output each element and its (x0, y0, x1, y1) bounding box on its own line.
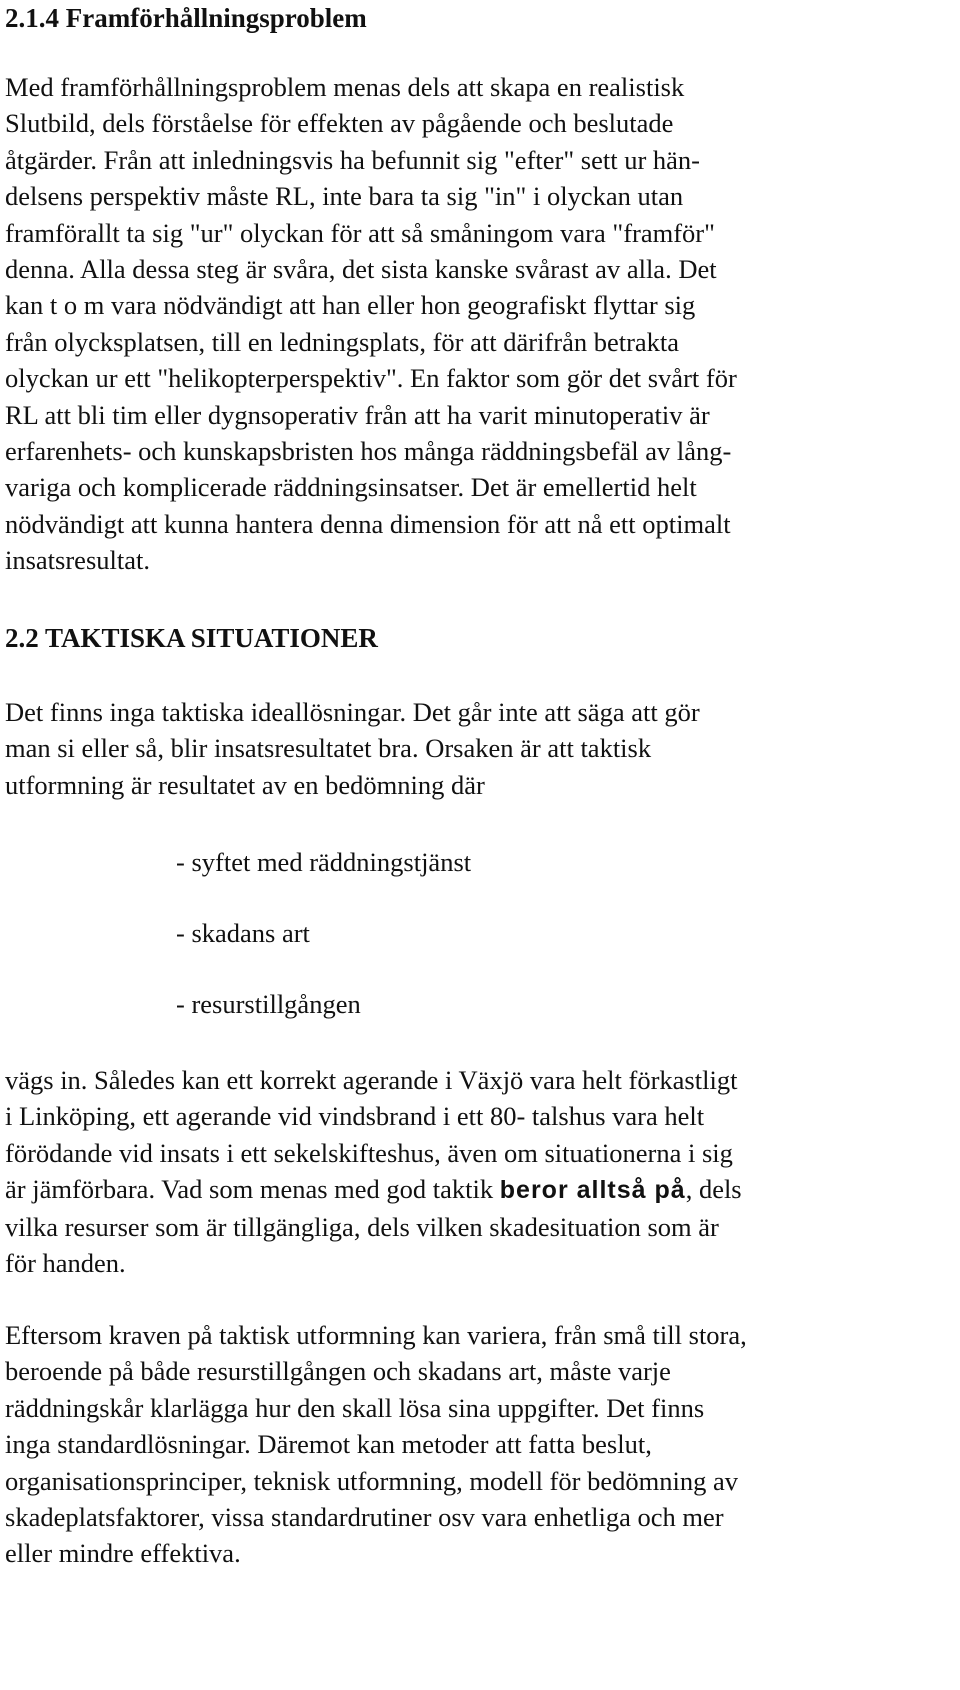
list-item: - syftet med räddningstjänst (176, 847, 472, 877)
bold-phrase: beror alltså på (499, 1176, 686, 1205)
list-item: - resurstillgången (176, 989, 361, 1019)
paragraph-text: vägs in. Således kan ett korrekt agerande i Växjö vara helt förkastligt i Linköping, ett agerande vid vindsbrand i ett 80- talshus vara helt förödande vid insats i ett sekelskifteshus, även om situationerna i sig är jämförbara. Vad som menas med god taktik (5, 1065, 738, 1205)
heading-taktiska-situationer: 2.2 TAKTISKA SITUATIONER (5, 623, 378, 653)
paragraph-text-continued: , dels vilka resurser som är tillgängliga, dels vilken skadesituation som är för handen. (5, 1174, 742, 1279)
paragraph-eftersom: Eftersom kraven på taktisk utformning kan variera, från små till stora, beroende på både resurstillgången och skadans art, måste varje räddningskår klarlägga hur den skall lösa sina uppgifter. Det finns inga standardlösningar. Däremot kan metoder att fatta beslut, organisationsprinciper, teknisk utformning, modell för bedömning av skadeplatsfaktorer, vissa standardrutiner osv vara enhetliga och mer eller mindre effektiva. (5, 1320, 747, 1569)
list-item: - skadans art (176, 918, 310, 948)
paragraph-framforhallning: Med framförhållningsproblem menas dels att skapa en realistisk Slutbild, dels förståelse för effekten av pågående och beslutade åtgärder. Från att inledningsvis ha befunnit sig "efter" sett ur hän- delsens perspektiv måste RL, inte bara ta sig "in" i olyckan utan framförallt ta sig "ur" olyckan för att så småningom vara "framför" denna. Alla dessa steg är svåra, det sista kanske svårast av alla. Det kan t o m vara nödvändigt att han eller hon geografiskt flyttar sig från olycksplatsen, till en ledningsplats, för att därifrån betrakta olyckan ur ett "helikopterperspektiv". En faktor som gör det svårt för RL att bli tim eller dygnsoperativ från att ha varit minutoperativ är erfarenhets- och kunskapsbristen hos många räddningsbefäl av lång- variga och komplicerade räddningsinsatser. Det är emellertid helt nödvändigt att kunna hantera denna dimension för att nå ett optimalt insatsresultat. (5, 72, 737, 576)
paragraph-vags-in (5, 1062, 960, 1281)
paragraph-taktiska-intro: Det finns inga taktiska ideallösningar. Det går inte att säga att gör man si eller så, blir insatsresultatet bra. Orsaken är att taktisk utformning är resultatet av en bedömning där (5, 697, 700, 800)
section-heading: 2.1.4 Framförhållningsproblem (5, 3, 367, 33)
